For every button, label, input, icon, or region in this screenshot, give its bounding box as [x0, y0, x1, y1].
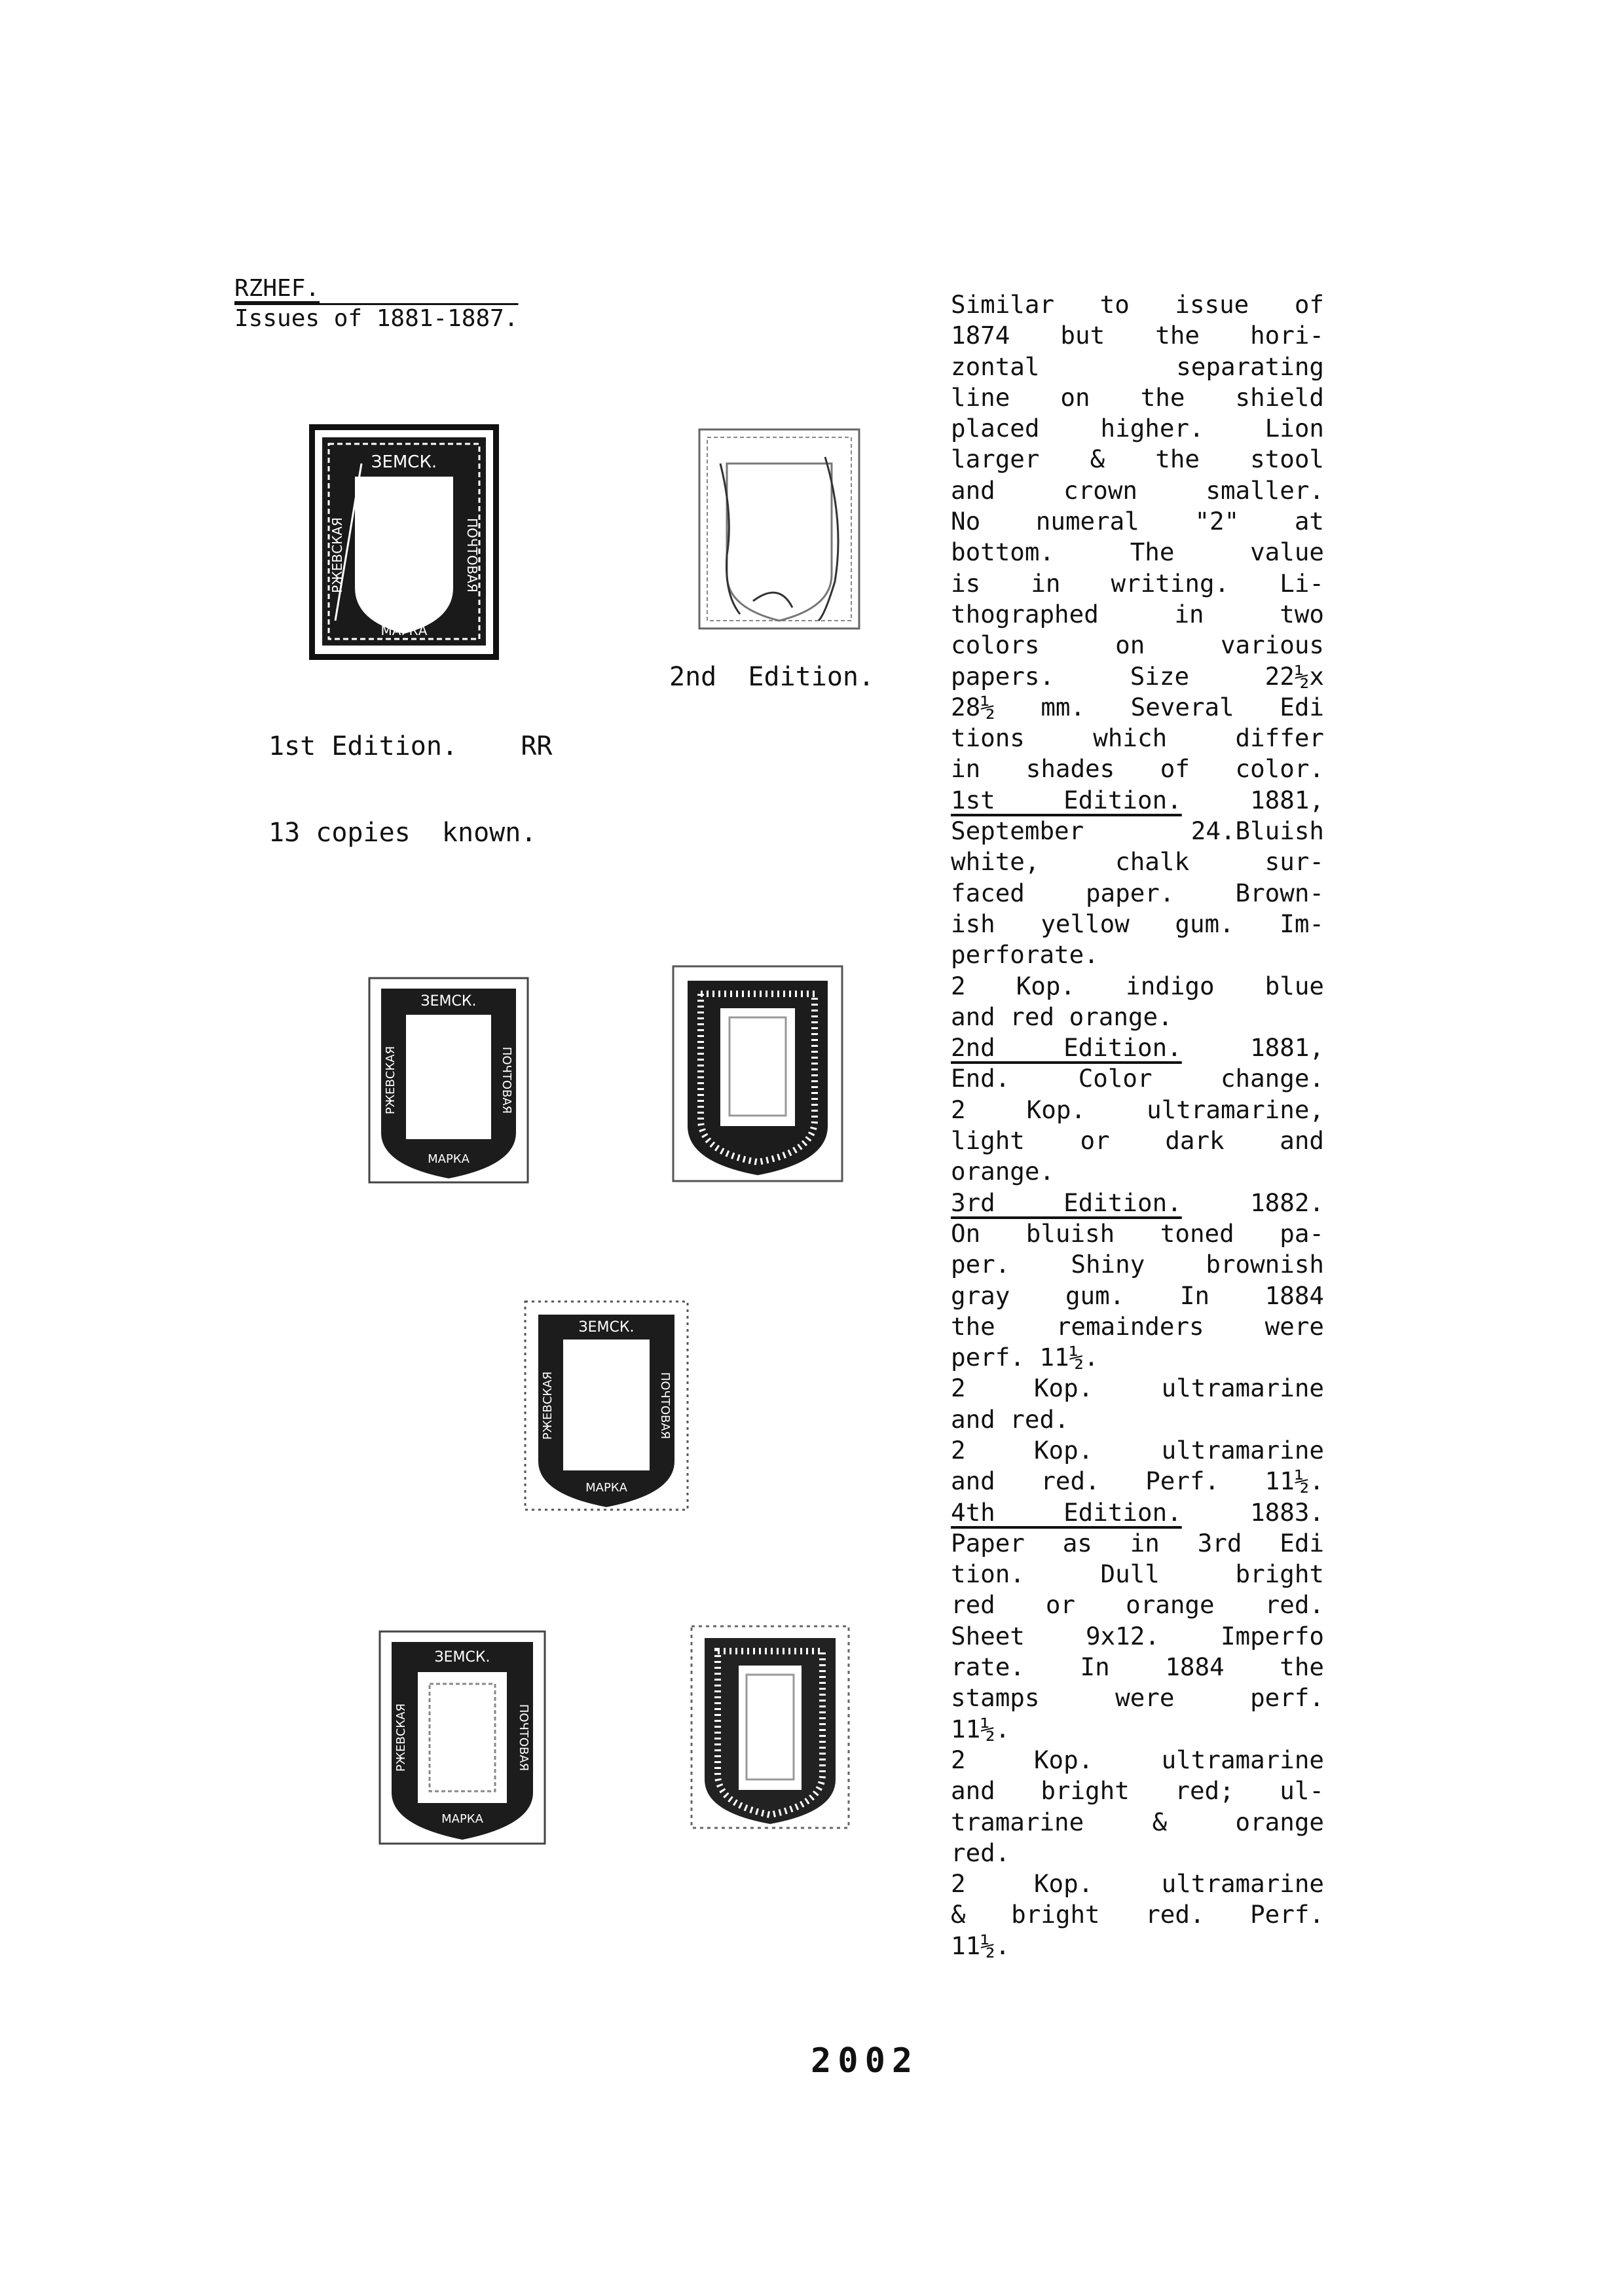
description-line: 2 Kop. ultramarine,: [951, 1095, 1324, 1124]
description-line: tramarine & orange: [951, 1807, 1324, 1836]
stamp-seventh: [688, 1622, 853, 1832]
description-line: Paper as in 3rd Edi: [951, 1528, 1324, 1558]
description-line: No numeral "2" at: [951, 507, 1324, 536]
stamp-third-bottom-text: МАРКА: [428, 1152, 470, 1166]
description-line: tions which differ: [951, 723, 1324, 753]
description-line: 2 Kop. ultramarine: [951, 1435, 1324, 1465]
edition-heading: 4th Edition.: [951, 1497, 1182, 1527]
stamp-sixth-right-text: ПОЧТОВАЯ: [517, 1704, 530, 1772]
stamp-fifth-bottom-text: МАРКА: [585, 1481, 627, 1495]
stamp-third-top-text: ЗЕМСК.: [420, 993, 477, 1010]
edition-heading: 1st Edition.: [951, 785, 1182, 814]
description-line: colors on various: [951, 630, 1324, 660]
description-line: 1874 but the hori-: [951, 321, 1324, 350]
stamp-first-left-text: РЖЕВСКАЯ: [329, 517, 345, 593]
caption-first-edition-line2: 13 copies known.: [268, 818, 537, 848]
description-line: stamps were perf.: [951, 1683, 1324, 1713]
description-line: 4th Edition. 1883.: [951, 1497, 1324, 1527]
description-line: ish yellow gum. Im-: [951, 909, 1324, 938]
stamp-fifth: [521, 1298, 692, 1514]
description-line: thographed in two: [951, 599, 1324, 629]
description-line: papers. Size 22½x: [951, 661, 1324, 691]
stamp-sixth-bottom-text: МАРКА: [441, 1812, 483, 1826]
description-line: zontal separating: [951, 352, 1324, 381]
description-line: 1st Edition. 1881,: [951, 785, 1324, 814]
stamp-third-right-text: ПОЧТОВАЯ: [500, 1046, 513, 1114]
description-line: placed higher. Lion: [951, 414, 1324, 443]
description-line: red or orange red.: [951, 1590, 1324, 1620]
edition-heading: 2nd Edition.: [951, 1033, 1182, 1063]
description-line: tion. Dull bright: [951, 1559, 1324, 1589]
description-line: and crown smaller.: [951, 475, 1324, 505]
description-line: per. Shiny brownish: [951, 1250, 1324, 1279]
description-line: 2nd Edition. 1881,: [951, 1033, 1324, 1063]
stamp-fifth-left-text: РЖЕВСКАЯ: [541, 1371, 555, 1440]
description-line: & bright red. Perf.: [951, 1900, 1324, 1929]
description-line: Similar to issue of: [951, 290, 1324, 319]
description-line: and red. Perf. 11½.: [951, 1467, 1324, 1496]
description-line: On bluish toned pa-: [951, 1218, 1324, 1248]
description-line: 3rd Edition. 1882.: [951, 1188, 1324, 1217]
caption-second-edition: 2nd Edition.: [669, 662, 875, 692]
description-line: and red.: [951, 1404, 1069, 1434]
description-line: perf. 11½.: [951, 1343, 1099, 1372]
description-line: bottom. The value: [951, 538, 1324, 567]
stamp-first-top-text: ЗЕМСК.: [371, 452, 437, 472]
stamp-first-edition: [309, 424, 499, 660]
page-number: 2002: [811, 2041, 919, 2081]
stamp-fifth-top-text: ЗЕМСК.: [578, 1319, 635, 1336]
stamp-fifth-right-text: ПОЧТОВАЯ: [658, 1372, 672, 1440]
description-line: the remainders were: [951, 1311, 1324, 1341]
stamp-third-left-text: РЖЕВСКАЯ: [384, 1046, 397, 1115]
description-line: 2 Kop. indigo blue: [951, 971, 1324, 1000]
description-line: faced paper. Brown-: [951, 878, 1324, 907]
stamp-sixth-image: [377, 1629, 547, 1846]
description-line: 11½.: [951, 1931, 1010, 1960]
stamp-fourth: [669, 962, 846, 1185]
description-line: 11½.: [951, 1714, 1010, 1743]
description-line: 2 Kop. ultramarine: [951, 1869, 1324, 1899]
description-line: Sheet 9x12. Imperfo: [951, 1621, 1324, 1650]
stamp-fourth-image: [669, 962, 846, 1185]
stamp-sixth-left-text: РЖЕВСКАЯ: [394, 1703, 408, 1772]
description-line: 2 Kop. ultramarine: [951, 1374, 1324, 1403]
description-line: and red orange.: [951, 1002, 1173, 1031]
stamp-third: [367, 975, 530, 1185]
stamp-sixth-top-text: ЗЕМСК.: [434, 1649, 490, 1666]
stamp-seventh-image: [688, 1622, 853, 1832]
description-line: orange.: [951, 1157, 1055, 1186]
description-line: End. Color change.: [951, 1064, 1324, 1093]
description-line: and bright red; ul-: [951, 1776, 1324, 1806]
stamp-first-bottom-text: МАРКА: [380, 623, 428, 638]
stamp-second-edition-image: [694, 424, 864, 634]
stamp-sixth: [377, 1629, 547, 1846]
description-line: white, chalk sur-: [951, 847, 1324, 877]
stamp-third-image: [367, 975, 530, 1185]
caption-first-edition: [268, 674, 552, 876]
description-line: 2 Kop. ultramarine: [951, 1745, 1324, 1774]
description-line: 28½ mm. Several Edi: [951, 692, 1324, 721]
stamp-second-edition: [694, 424, 864, 634]
description-line: light or dark and: [951, 1126, 1324, 1156]
heading-issues: Issues of 1881-1887.: [234, 305, 519, 332]
description-column: [951, 289, 1324, 1961]
description-line: rate. In 1884 the: [951, 1652, 1324, 1682]
caption-first-edition-line1: 1st Edition. RR: [268, 731, 553, 761]
page-heading: [234, 274, 518, 334]
description-line: is in writing. Li-: [951, 568, 1324, 598]
stamp-first-right-text: ПОЧТОВАЯ: [464, 518, 480, 592]
description-line: in shades of color.: [951, 754, 1324, 784]
heading-location: RZHEF.: [234, 275, 320, 302]
stamp-first-edition-image: [309, 424, 499, 660]
description-line: perforate.: [951, 940, 1099, 970]
description-line: gray gum. In 1884: [951, 1281, 1324, 1310]
stamp-fifth-image: [521, 1298, 692, 1514]
description-line: larger & the stool: [951, 445, 1324, 474]
description-line: red.: [951, 1838, 1010, 1867]
description-line: line on the shield: [951, 382, 1324, 412]
edition-heading: 3rd Edition.: [951, 1188, 1182, 1217]
description-line: September 24.Bluish: [951, 816, 1324, 846]
